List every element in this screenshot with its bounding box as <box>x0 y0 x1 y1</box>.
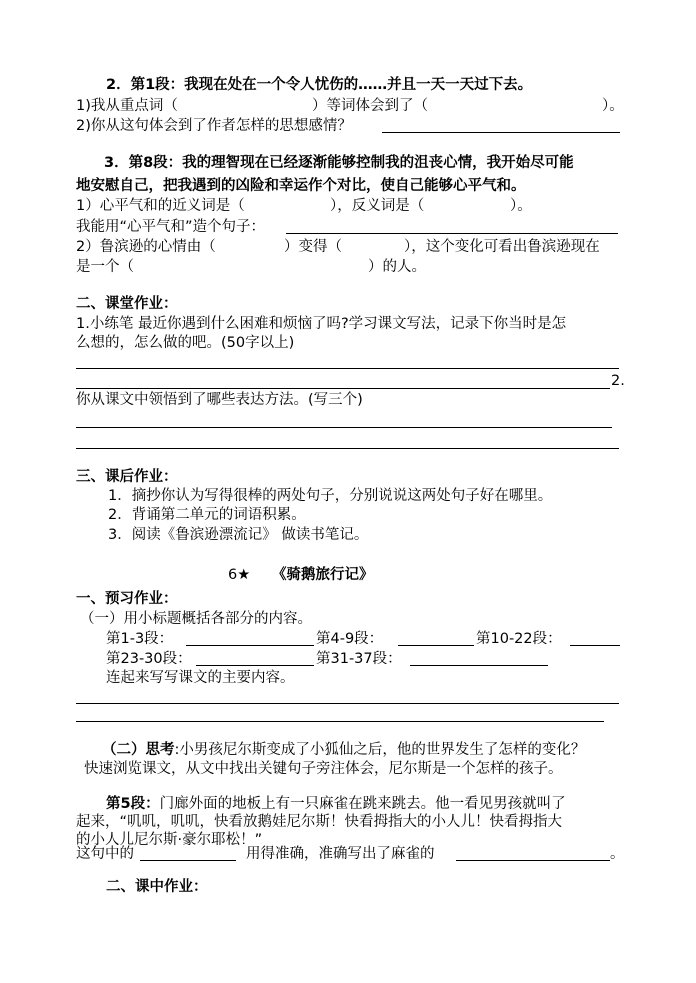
lesson-number: 6★ <box>228 567 251 583</box>
sec3-q2-d: 是一个（ <box>76 259 134 275</box>
class-heading: 二、课堂作业： <box>76 296 178 312</box>
preview-s1-label: 第1-3段： <box>106 631 174 647</box>
think-line1 <box>102 741 585 759</box>
sec3-q2-c: ），这个变化可看出鲁滨逊现在 <box>404 239 600 255</box>
after-item-2: 2．背诵第二单元的词语积累。 <box>108 507 306 523</box>
think-line2: 快速浏览课文，从文中找出关键句子旁注体会，尼尔斯是一个怎样的孩子。 <box>84 761 563 777</box>
sec3-q1-c: ）。 <box>510 198 532 214</box>
think-text-1: :小男孩尼尔斯变成了小狐仙之后，他的世界发生了怎样的变化？ <box>174 742 586 758</box>
p5-description-line[interactable] <box>456 860 610 861</box>
p5-line1 <box>106 795 566 813</box>
preview-summary: 连起来写写课文的主要内容。 <box>106 670 295 686</box>
preview-heading: 一、预习作业： <box>76 591 178 607</box>
sec2-title: 2．第1段：我现在处在一个令人忧伤的……并且一天一天过下去。 <box>106 77 533 93</box>
class-p1-line2: 么想的，怎么做的吧。(50字以上) <box>76 335 295 351</box>
preview-s4-line[interactable] <box>196 665 314 666</box>
class-p2-answer-line-2[interactable] <box>76 448 619 449</box>
p5-line2: 起来，“叽叽，叽叽，快看放鹅娃尼尔斯！快看拇指大的小人儿！快看拇指大 <box>76 814 563 830</box>
preview-sub1: （一）用小标题概括各部分的内容。 <box>80 611 312 627</box>
sec2-q1-c: ）。 <box>602 98 624 114</box>
preview-s5-label: 第31-37段： <box>316 651 402 667</box>
sec3-q1-b: ），反义词是（ <box>330 198 425 214</box>
sec3-title-line2: 地安慰自己，把我遇到的凶险和幸运作个对比，使自己能够心平气和。 <box>76 178 526 194</box>
after-item-3: 3．阅读《鲁滨逊漂流记》 做读书笔记。 <box>108 527 369 543</box>
preview-s4-label: 第23-30段： <box>106 651 192 667</box>
sec3-q2-e: ）的人。 <box>368 259 426 275</box>
sec2-q2-answer-line[interactable] <box>382 132 620 133</box>
sec3-q1-d: 我能用“心平气和”造个句子： <box>76 219 266 235</box>
class-p1-answer-line-1[interactable] <box>76 368 619 369</box>
preview-s3-line[interactable] <box>570 645 620 646</box>
preview-s3-label: 第10-22段： <box>476 631 562 647</box>
lesson-title: 《骑鹅旅行记》 <box>272 567 374 583</box>
p5-q-a: 这句中的 <box>76 846 134 862</box>
preview-s2-label: 第4-9段： <box>316 631 384 647</box>
think-label: （二）思考 <box>102 742 175 758</box>
p5-text-1: 门廊外面的地板上有一只麻雀在跳来跳去。他一看见男孩就叫了 <box>159 796 566 812</box>
class-p1-line1: 1.小练笔 最近你遇到什么困难和烦恼了吗?学习课文写法，记录下你当时是怎 <box>76 316 567 332</box>
class-p2-number: 2. <box>611 373 625 389</box>
preview-s2-line[interactable] <box>398 645 474 646</box>
p5-word-line[interactable] <box>140 860 236 861</box>
after-item-1: 1．摘抄你认为写得很棒的两处句子，分别说说这两处句子好在哪里。 <box>108 488 553 504</box>
sec2-q1-a: 1)我从重点词（ <box>76 98 178 114</box>
sec3-sentence-line[interactable] <box>286 233 618 234</box>
preview-s5-line[interactable] <box>410 665 548 666</box>
after-heading: 三、课后作业： <box>76 469 178 485</box>
sec3-q2-b: ）变得（ <box>284 239 342 255</box>
sec2-q1-b: ）等词体会到了（ <box>312 98 428 114</box>
class-p1-answer-line-2[interactable] <box>76 388 610 389</box>
sec3-title-line1: 3．第8段：我的理智现在已经逐渐能够控制我的沮丧心情，我开始尽可能 <box>104 155 574 171</box>
inclass-heading: 二、课中作业： <box>106 879 208 895</box>
preview-summary-line-2[interactable] <box>76 721 604 722</box>
preview-summary-line-1[interactable] <box>76 703 619 704</box>
sec2-q2: 2)你从这句体会到了作者怎样的思想感情？ <box>76 118 352 134</box>
p5-q-c: 。 <box>610 846 625 862</box>
p5-line3: 的小人儿尼尔斯·豪尔耶松！” <box>76 832 263 848</box>
class-p2: 你从课文中领悟到了哪些表达方法。(写三个) <box>76 392 363 408</box>
preview-s1-line[interactable] <box>186 645 314 646</box>
p5-q-b: 用得准确，准确写出了麻雀的 <box>246 846 435 862</box>
class-p2-answer-line-1[interactable] <box>76 427 612 428</box>
sec3-q1-a: 1）心平气和的近义词是（ <box>76 198 245 214</box>
sec3-q2-a: 2）鲁滨逊的心情由（ <box>76 239 216 255</box>
p5-label: 第5段： <box>106 796 160 812</box>
